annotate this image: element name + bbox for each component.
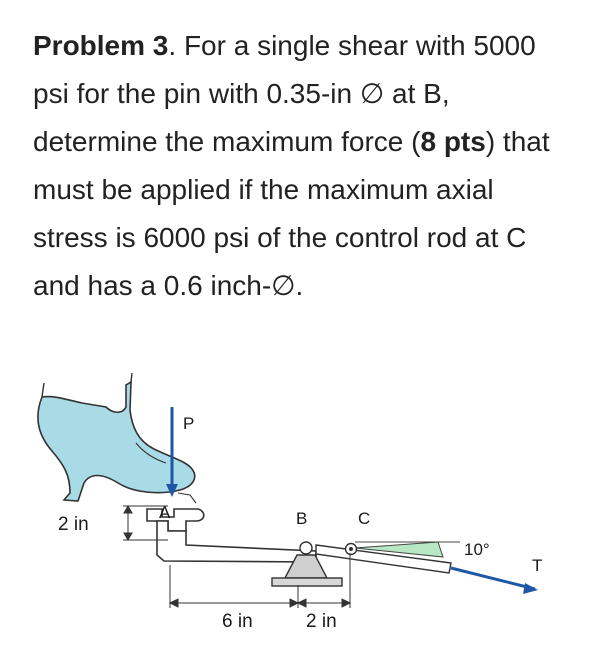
shoe-tip bbox=[178, 493, 196, 503]
label-dim-right: 2 in bbox=[306, 611, 337, 632]
points-value: 8 pts bbox=[420, 126, 486, 157]
pedal-pad bbox=[147, 509, 204, 531]
problem-statement bbox=[33, 22, 573, 310]
label-point-c: C bbox=[358, 509, 371, 528]
label-dim-height: 2 in bbox=[58, 514, 89, 535]
label-force-p: P bbox=[183, 414, 195, 433]
pin-c-center bbox=[349, 547, 353, 551]
problem-label: Problem 3 bbox=[33, 30, 169, 61]
pedal-lever bbox=[147, 509, 316, 562]
problem-text-1: . For a single shear with 5000 psi for the pin with 0.35-in ∅ at B, determine the maximum force ( bbox=[33, 30, 536, 157]
support-base bbox=[272, 578, 342, 586]
problem-text-2: ) that must be applied if the maximum axial stress is 6000 psi of the control rod at C and has a 0.6 inch-∅. bbox=[33, 126, 550, 301]
label-point-b: B bbox=[296, 509, 308, 528]
label-dim-left: 6 in bbox=[222, 611, 253, 632]
label-force-t: T bbox=[532, 556, 543, 575]
ankle-line bbox=[42, 373, 132, 397]
pedal-mechanism-diagram bbox=[20, 365, 565, 640]
label-angle: 10° bbox=[464, 540, 490, 559]
pin-b bbox=[300, 542, 312, 554]
label-point-a: A bbox=[159, 503, 171, 522]
force-t-arrow bbox=[451, 568, 538, 594]
